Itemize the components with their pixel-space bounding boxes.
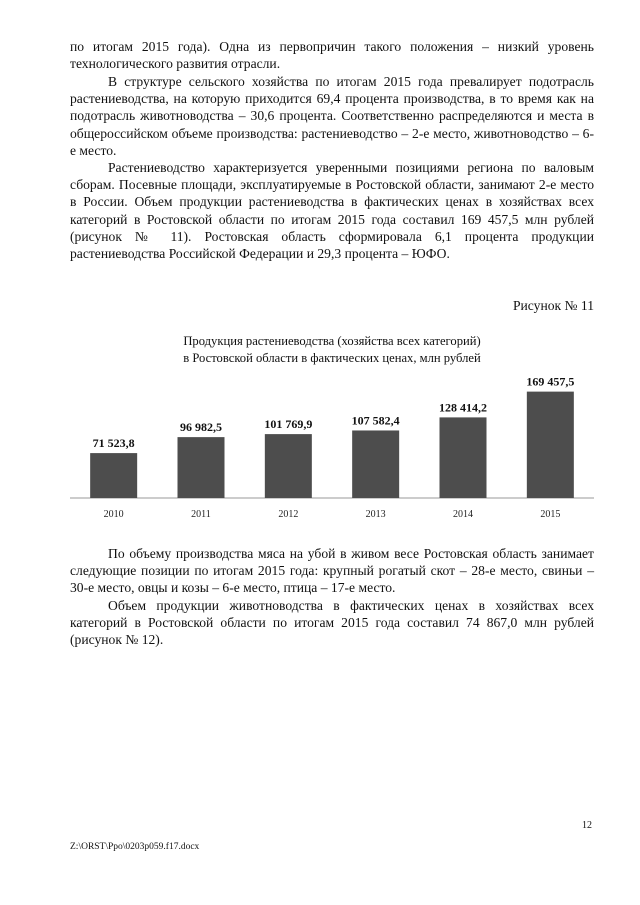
paragraph-crop-production: Растениеводство характеризуется уверенными позициями региона по валовым сборам. Посевные площади, эксплуатируемые в Ростовской области, занимают 2-е место в России. Объем продукции растениеводства в фактических ценах в хозяйствах всех категорий в Ростовской области по итогам 2015 года составил 169 457,5 млн рублей (рисунок № 11). Ростовская область сформировала 6,1 процента продукции растениеводства Российской Федерации и 29,3 процента – ЮФО.	[70, 160, 594, 262]
chart-title-line2: в Ростовской области в фактических ценах, млн рублей	[183, 351, 481, 365]
chart-title-line1: Продукция растениеводства (хозяйства всех категорий)	[183, 334, 481, 348]
data-label-2011: 96 982,5	[180, 420, 222, 435]
data-label-2010: 71 523,8	[92, 436, 135, 451]
bar-2014	[440, 417, 487, 498]
bar-2012	[265, 434, 312, 498]
data-label-2014: 128 414,2	[439, 400, 487, 415]
page-number: 12	[582, 820, 592, 831]
x-tick-2010: 2010	[103, 509, 124, 520]
x-tick-2012: 2012	[278, 509, 299, 520]
data-label-2012: 101 769,9	[264, 417, 313, 432]
data-label-2015: 169 457,5	[526, 374, 575, 389]
bar-2010	[90, 453, 137, 498]
x-tick-2014: 2014	[453, 509, 473, 520]
figure-number: Рисунок № 11	[512, 298, 594, 313]
bar-2013	[352, 430, 399, 498]
x-tick-2011: 2011	[191, 509, 211, 520]
bar-2011	[178, 437, 225, 498]
data-label-2013: 107 582,4	[351, 413, 400, 428]
paragraph-livestock: Объем продукции животноводства в фактических ценах в хозяйствах всех категорий в Ростовской области по итогам 2015 года составил 74 867,0 млн рублей (рисунок № 12).	[70, 598, 594, 648]
bar-chart-svg	[70, 374, 594, 525]
bar-chart	[70, 374, 594, 530]
x-tick-2015: 2015	[540, 509, 561, 520]
paragraph-structure: В структуре сельского хозяйства по итогам 2015 года превалирует подотрасль растениеводства, на которую приходится 69,4 процента производства, в то время как на подотрасль животноводства – 30,6 процента. Соответственно распределяются и места в общероссийском объеме производства: растениеводство – 2-е место, животноводство – 6-е место.	[70, 74, 594, 158]
x-tick-2013: 2013	[365, 509, 386, 520]
paragraph-meat-production: По объему производства мяса на убой в живом весе Ростовская область занимает следующие позиции по итогам 2015 года: крупный рогатый скот – 28-е место, свиньи – 30-е место, овцы и козы – 6-е место, птица – 17-е место.	[70, 546, 594, 596]
bar-2015	[527, 392, 574, 498]
file-path: Z:\ORST\Ppo\0203p059.f17.docx	[70, 842, 200, 852]
paragraph-continuation: по итогам 2015 года). Одна из первопричин такого положения – низкий уровень технологического развития отрасли.	[70, 39, 594, 72]
